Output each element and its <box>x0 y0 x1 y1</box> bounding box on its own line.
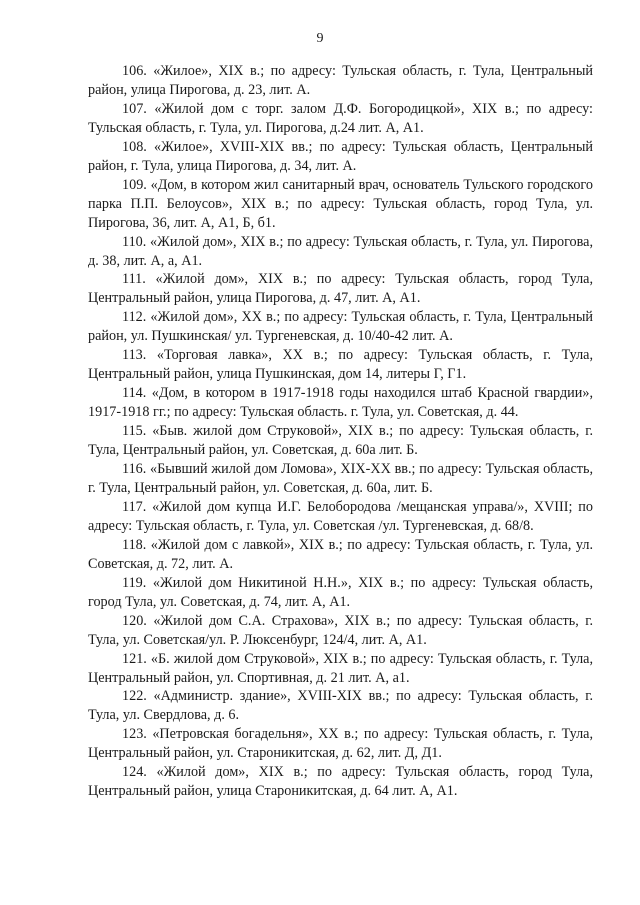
list-entry: 121. «Б. жилой дом Струковой», XIX в.; по адресу: Тульская область, г. Тула, Центральный район, ул. Спортивная, д. 21 лит. А, а1. <box>88 650 593 686</box>
list-entry: 110. «Жилой дом», XIX в.; по адресу: Тульская область, г. Тула, ул. Пирогова, д. 38, лит. А, а, А1. <box>88 233 593 269</box>
list-entry: 120. «Жилой дом С.А. Страхова», XIX в.; по адресу: Тульская область, г. Тула, ул. Советская/ул. Р. Люксенбург, 124/4, лит. А, А1. <box>88 612 593 648</box>
list-entry: 116. «Бывший жилой дом Ломова», XIX-XX вв.; по адресу: Тульская область, г. Тула, Центральный район, ул. Советская, д. 60а, лит. Б. <box>88 461 593 496</box>
list-entry: 112. «Жилой дом», XX в.; по адресу: Тульская область, г. Тула, Центральный район, ул. Пушкинская/ ул. Тургеневская, д. 10/40-42 лит. А. <box>88 309 593 345</box>
list-entry: 119. «Жилой дом Никитиной Н.Н.», XIX в.; по адресу: Тульская область, город Тула, ул. Советская, д. 74, лит. А, А1. <box>88 574 593 610</box>
list-entry: 117. «Жилой дом купца И.Г. Белобородова /мещанская управа/», XVIII; по адресу: Тульская область, г. Тула, ул. Советская /ул. Тургеневская, д. 68/8. <box>88 498 593 534</box>
list-entry: 113. «Торговая лавка», XX в.; по адресу: Тульская область, г. Тула, Центральный район, улица Пушкинская, дом 14, литеры Г, Г1. <box>88 347 593 383</box>
page-number: 9 <box>316 31 324 46</box>
list-entry: 107. «Жилой дом с торг. залом Д.Ф. Богородицкой», XIX в.; по адресу: Тульская область, г. Тула, ул. Пирогова, д.24 лит. А, А1. <box>88 100 593 136</box>
list-entry: 122. «Администр. здание», XVIII-XIX вв.; по адресу: Тульская область, г. Тула, ул. Свердлова, д. 6. <box>88 688 593 724</box>
list-entry: 114. «Дом, в котором в 1917-1918 годы находился штаб Красной гвардии», 1917-1918 гг.; по адресу: Тульская область. г. Тула, ул. Советская, д. 44. <box>88 385 593 421</box>
list-entry: 123. «Петровская богадельня», XX в.; по адресу: Тульская область, г. Тула, Центральный район, ул. Староникитская, д. 62, лит. Д, Д1. <box>88 726 593 762</box>
list-entry: 115. «Быв. жилой дом Струковой», XIX в.; по адресу: Тульская область, г. Тула, Центральный район, ул. Советская, д. 60а лит. Б. <box>88 423 593 459</box>
list-entry: 111. «Жилой дом», XIX в.; по адресу: Тульская область, город Тула, Центральный район, улица Пирогова, д. 47, лит. А, А1. <box>88 271 593 307</box>
list-entry: 106. «Жилое», XIX в.; по адресу: Тульская область, г. Тула, Центральный район, улица Пирогова, д. 23, лит. А. <box>88 63 593 98</box>
heritage-list <box>88 62 593 801</box>
list-entry: 109. «Дом, в котором жил санитарный врач, основатель Тульского городского парка П.П. Белоусов», XIX в.; по адресу: Тульская область, город Тула, ул. Пирогова, 36, лит. А, А1, Б, б1. <box>88 176 593 231</box>
list-entry: 124. «Жилой дом», XIX в.; по адресу: Тульская область, город Тула, Центральный район, улица Староникитская, д. 64 лит. А, А1. <box>88 764 593 800</box>
list-entry: 108. «Жилое», XVIII-XIX вв.; по адресу: Тульская область, Центральный район, г. Тула, улица Пирогова, д. 34, лит. А. <box>88 138 593 174</box>
list-entry: 118. «Жилой дом с лавкой», XIX в.; по адресу: Тульская область, г. Тула, ул. Советская, д. 72, лит. А. <box>88 536 593 572</box>
